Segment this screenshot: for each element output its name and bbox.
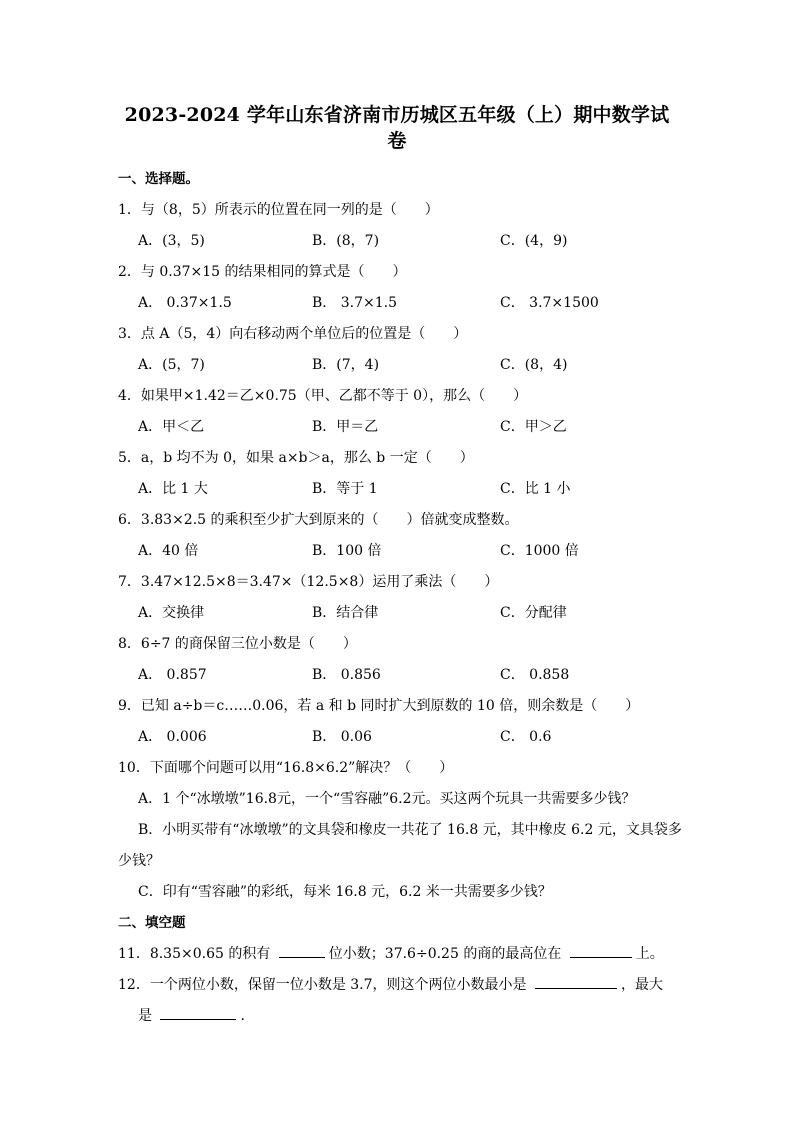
option-c: C．比 1 小 [500,481,571,497]
option-a: A．甲＜乙 [138,419,205,435]
option-a: A．(3，5) [138,233,205,249]
question-text-part: 位小数；37.6÷0.25 的商的最高位在 [328,946,562,962]
question-4 [118,381,676,443]
options-row [118,598,676,629]
option-b: B．100 倍 [312,543,382,559]
question-text-part: ，最大 [620,977,663,993]
option-b: B． 0.06 [312,729,372,745]
option-b: B． 3.7×1.5 [312,295,397,311]
question-7 [118,567,676,629]
section-heading-fill: 二、填空题 [118,915,186,931]
option-b: B．结合律 [312,605,379,621]
answer-blank[interactable] [160,1003,236,1020]
question-text: 9．已知 a÷b＝c……0.06，若 a 和 b 同时扩大到原数的 10 倍，则余数是（ ） [118,698,640,714]
question-11 [118,939,676,970]
question-text-part: . [240,1008,245,1024]
option-c: C．甲＞乙 [500,419,567,435]
options-row [118,412,676,443]
option-a: A．40 倍 [138,543,199,559]
options-row [118,226,676,257]
question-text: 2．与 0.37×15 的结果相同的算式是（ ） [118,264,407,280]
section-heading-choice: 一、选择题。 [118,171,199,187]
options-row [118,722,676,753]
question-text: 5．a，b 均不为 0，如果 a×b＞a，那么 b 一定（ ） [118,450,474,466]
options-row [118,288,676,319]
option-b: B．等于 1 [312,481,378,497]
exam-title: 2023-2024 学年山东省济南市历城区五年级（上）期中数学试卷 [124,104,670,152]
option-a: A．(5，7) [138,357,205,373]
question-text-part: 11．8.35×0.65 的积有 [118,946,271,962]
question-12 [118,970,676,1001]
options-row [118,536,676,567]
question-text-part: 12．一个两位小数，保留一位小数是 3.7，则这个两位小数最小是 [118,977,527,993]
question-text: 7．3.47×12.5×8＝3.47×（12.5×8）运用了乘法（ ） [118,574,499,590]
question-text: 8．6÷7 的商保留三位小数是（ ） [118,636,357,652]
option-c: C． 3.7×1500 [500,295,599,311]
options-row [118,660,676,691]
option-a: A． 0.37×1.5 [138,295,232,311]
option-b-continued: 少钱？ [118,853,160,869]
option-b: B．小明买带有“冰墩墩”的文具袋和橡皮一共花了 16.8 元，其中橡皮 6.2 元，文具袋多 [138,822,682,838]
question-text-part: 上。 [635,946,664,962]
option-b: B．甲＝乙 [312,419,379,435]
question-text: 4．如果甲×1.42＝乙×0.75（甲、乙都不等于 0），那么（ ） [118,388,528,404]
option-b: B． 0.856 [312,667,381,683]
question-6 [118,505,676,567]
question-10 [118,753,682,908]
question-text: 6．3.83×2.5 的乘积至少扩大到原来的（ ）倍就变成整数。 [118,512,519,528]
question-text: 3．点 A（5，4）向右移动两个单位后的位置是（ ） [118,326,468,342]
question-1 [118,195,676,257]
question-text: 10．下面哪个问题可以用“16.8×6.2”解决？（ ） [118,760,454,776]
option-c: C．(8，4) [500,357,568,373]
answer-blank[interactable] [279,941,325,958]
option-a: A． 0.857 [138,667,207,683]
options-row [118,474,676,505]
question-2 [118,257,676,319]
option-c: C．印有“雪容融”的彩纸，每米 16.8 元，6.2 米一共需要多少钱？ [138,884,552,900]
question-12-continued [118,1001,676,1032]
question-3 [118,319,676,381]
options-row [118,350,676,381]
answer-blank[interactable] [570,941,632,958]
question-text: 1．与（8，5）所表示的位置在同一列的是（ ） [118,202,439,218]
question-8 [118,629,676,691]
option-a: A．比 1 大 [138,481,208,497]
option-c: C．(4，9) [500,233,568,249]
option-a: A．交换律 [138,605,205,621]
question-text-part: 是 [138,1008,152,1024]
question-9 [118,691,676,753]
option-b: B．(8，7) [312,233,380,249]
option-b: B．(7，4) [312,357,380,373]
option-c: C． 0.858 [500,667,570,683]
option-a: A． 0.006 [138,729,207,745]
option-c: C．1000 倍 [500,543,579,559]
option-a: A．1 个“冰墩墩”16.8元，一个“雪容融”6.2元。买这两个玩具一共需要多少钱？ [138,791,636,807]
question-5 [118,443,676,505]
option-c: C．分配律 [500,605,567,621]
option-c: C． 0.6 [500,729,552,745]
answer-blank[interactable] [535,972,617,989]
